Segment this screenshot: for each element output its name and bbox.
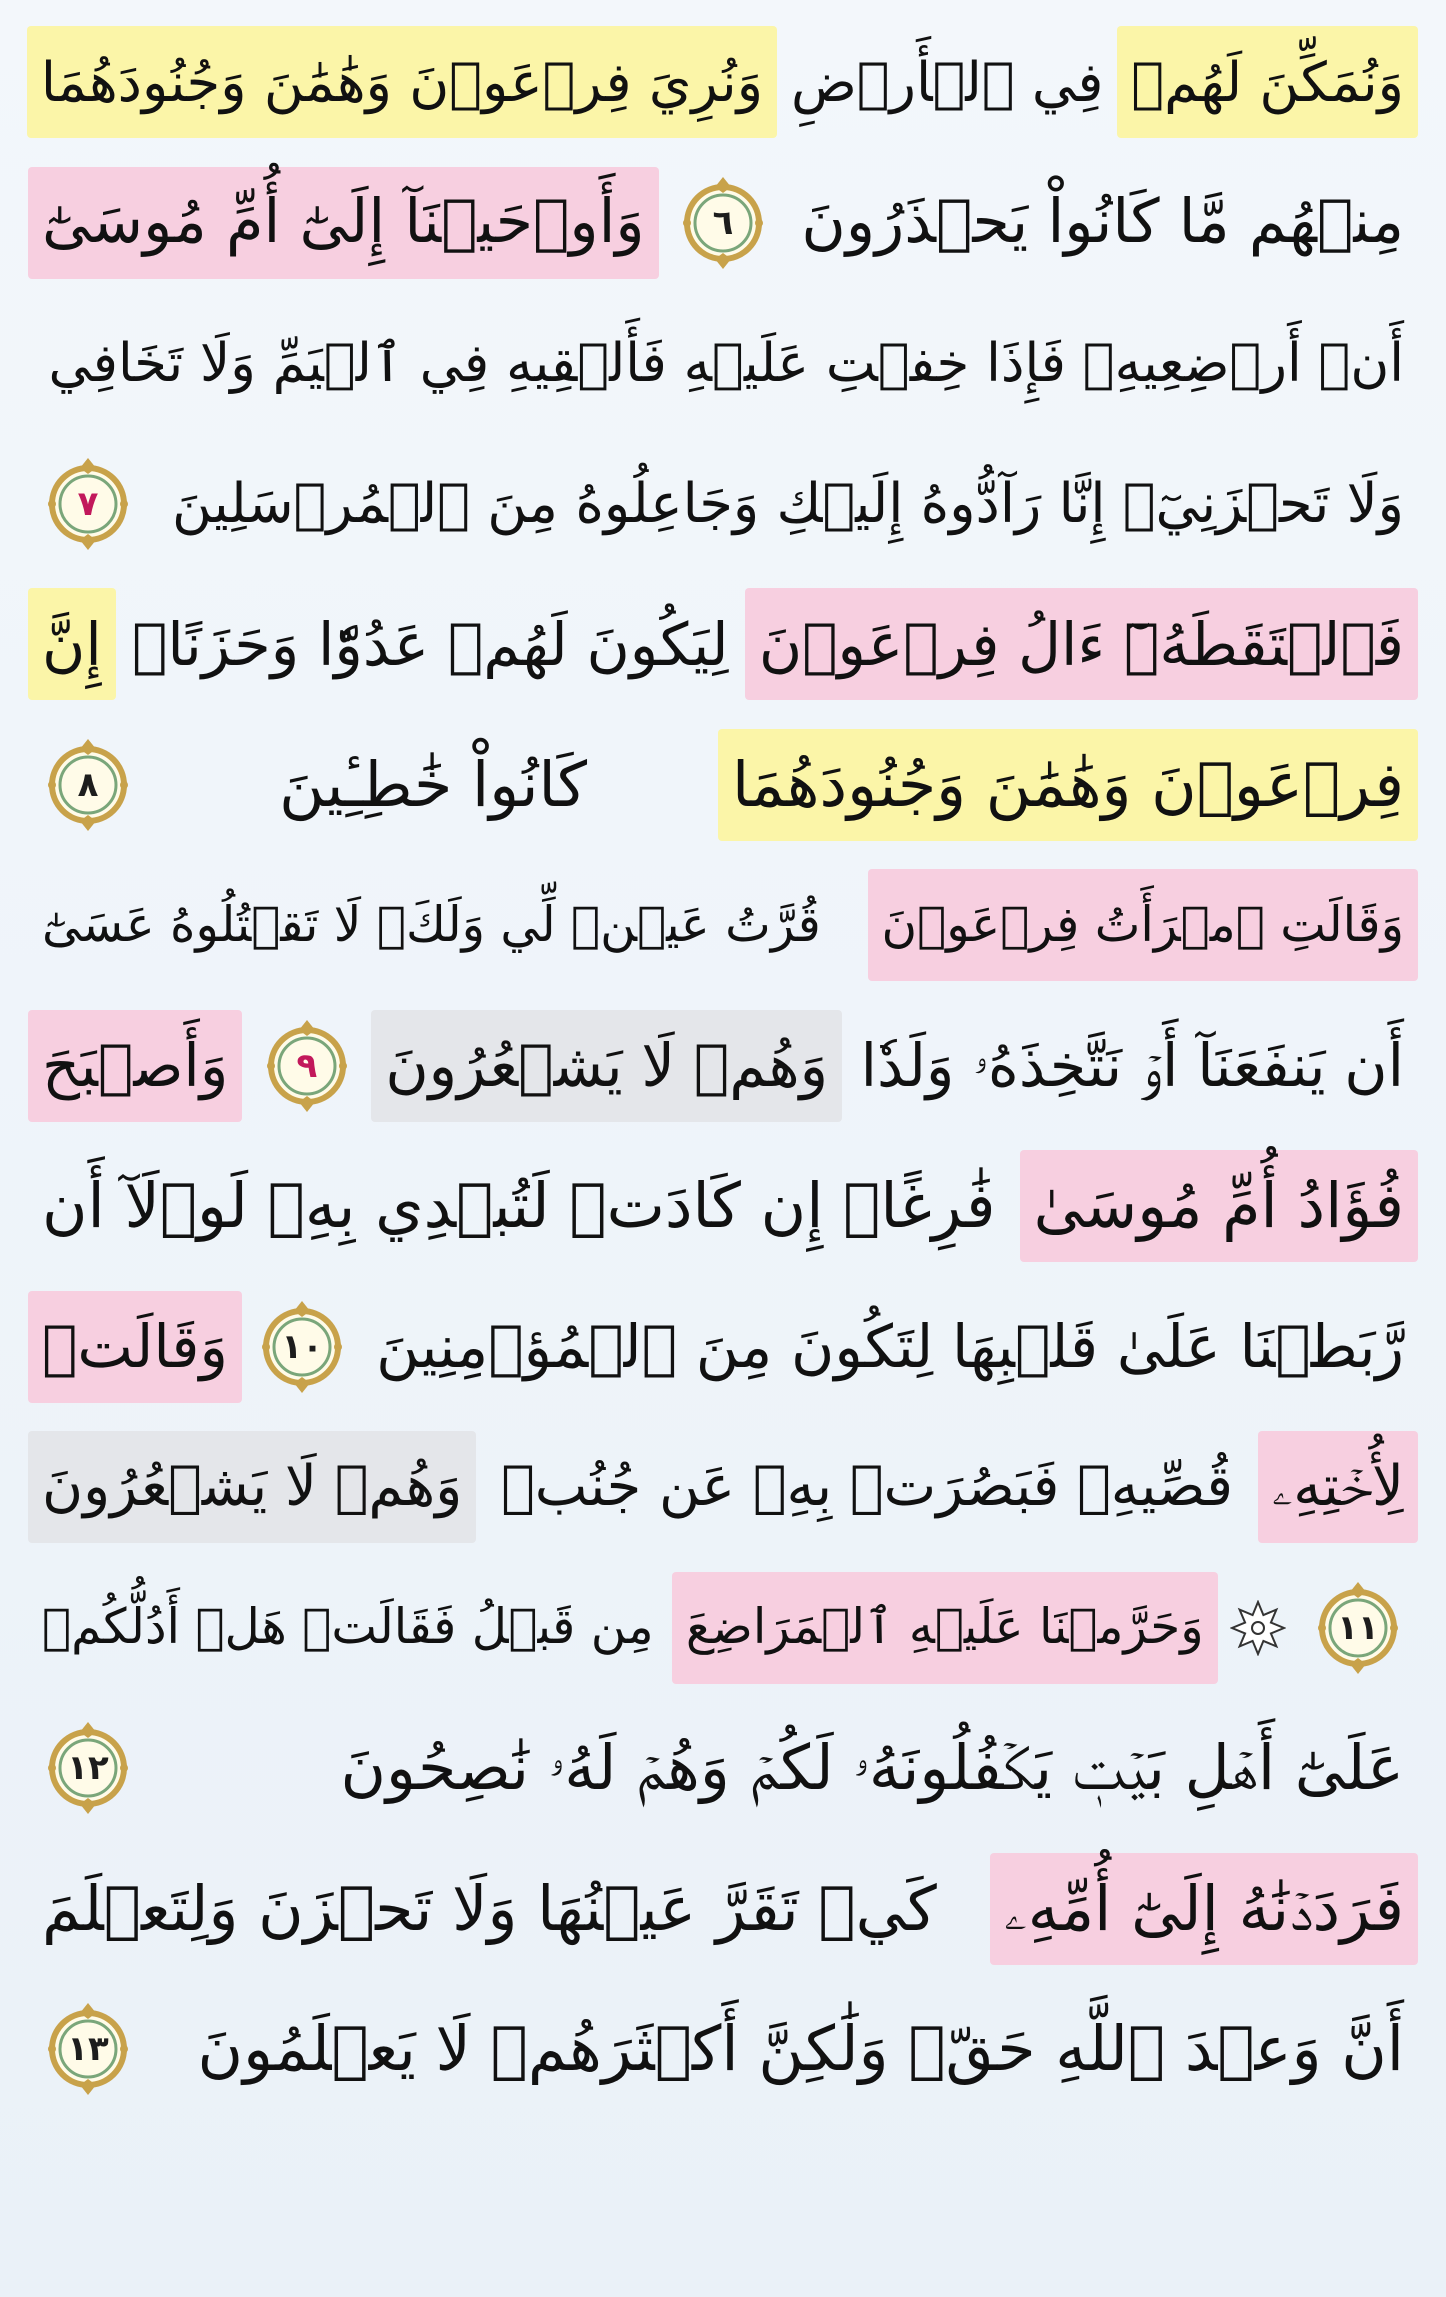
verse-number: ١٠ [281, 1326, 323, 1367]
verse-number: ١٢ [67, 1748, 109, 1788]
text-line [28, 18, 1418, 146]
text-line [28, 1845, 1418, 1973]
verse-text: أَن يَنفَعَنَآ أَوۡ نَتَّخِذَهُۥ وَلَدٗا [860, 1031, 1404, 1100]
highlighted-phrase-pink: وَحَرَّمۡنَا عَلَيۡهِ ٱلۡمَرَاضِعَ [672, 1572, 1218, 1684]
highlighted-phrase-pink: لِأُخۡتِهِۦ [1258, 1431, 1418, 1543]
text-line [28, 1423, 1418, 1551]
verse-text: قُصِّيهِۖ فَبَصُرَتۡ بِهِۦ عَن جُنُبٖ [501, 1454, 1234, 1519]
verse-text: عَلَىٰٓ أَهۡلِ بَيۡتٖ يَكۡفُلُونَهُۥ لَكُمۡ وَهُمۡ لَهُۥ نَٰصِحُونَ [340, 1731, 1404, 1804]
text-line [28, 580, 1418, 708]
verse-end-marker-icon [257, 1016, 357, 1116]
highlighted-phrase-pink: فَرَدَدۡنَٰهُ إِلَىٰٓ أُمِّهِۦ [990, 1853, 1418, 1965]
verse-number: ٩ [296, 1045, 318, 1086]
verse-number: ٧ [77, 483, 99, 524]
text-line [28, 299, 1418, 427]
verse-end-marker-icon [673, 173, 773, 273]
verse-number: ١١ [1337, 1607, 1379, 1648]
text-line [28, 721, 1418, 849]
highlighted-phrase-pink: فَٱلۡتَقَطَهُۥٓ ءَالُ فِرۡعَوۡنَ [745, 588, 1418, 700]
highlighted-phrase-gray: وَهُمۡ لَا يَشۡعُرُونَ [28, 1431, 476, 1543]
verse-text: قُرَّتُ عَيۡنٖ لِّي وَلَكَۖ لَا تَقۡتُلُوهُ عَسَىٰٓ [42, 896, 821, 953]
text-line [28, 861, 1418, 989]
verse-number: ٦ [712, 202, 734, 243]
highlighted-phrase-pink: فُؤَادُ أُمِّ مُوسَىٰ [1020, 1150, 1418, 1262]
highlighted-phrase-pink: وَقَالَتۡ [28, 1291, 242, 1403]
text-line [28, 440, 1418, 568]
verse-text: أَنَّ وَعۡدَ ٱللَّهِ حَقّٞ وَلَٰكِنَّ أَكۡثَرَهُمۡ لَا يَعۡلَمُونَ [197, 2012, 1404, 2085]
text-line [28, 159, 1418, 287]
verse-text: فَٰرِغًاۖ إِن كَادَتۡ لَتُبۡدِي بِهِۦ لَوۡلَآ أَن [42, 1169, 996, 1242]
verse-end-marker-icon [38, 454, 138, 554]
verse-number: ٨ [77, 764, 99, 805]
verse-text: رَّبَطۡنَا عَلَىٰ قَلۡبِهَا لِتَكُونَ مِنَ ٱلۡمُؤۡمِنِينَ [376, 1312, 1404, 1381]
verse-number: ١٣ [67, 2029, 109, 2069]
highlighted-phrase-gray: وَهُمۡ لَا يَشۡعُرُونَ [371, 1010, 842, 1122]
verse-end-marker-icon [252, 1297, 352, 1397]
verse-text: مِن قَبۡلُ فَقَالَتۡ هَلۡ أَدُلُّكُمۡ [42, 1599, 654, 1656]
highlighted-phrase-pink: وَأَصۡبَحَ [28, 1010, 242, 1122]
highlighted-phrase-yellow: وَنُمَكِّنَ لَهُمۡ [1117, 26, 1418, 138]
text-line [28, 1142, 1418, 1270]
text-line [28, 1283, 1418, 1411]
verse-text: مِنۡهُم مَّا كَانُواْ يَحۡذَرُونَ [801, 187, 1404, 258]
highlighted-phrase-pink: وَأَوۡحَيۡنَآ إِلَىٰٓ أُمِّ مُوسَىٰٓ [28, 167, 659, 279]
verse-text: فِي ٱلۡأَرۡضِ [791, 49, 1104, 114]
text-line [28, 1704, 1418, 1832]
highlighted-phrase-yellow: وَنُرِيَ فِرۡعَوۡنَ وَهَٰمَٰنَ وَجُنُودَهُمَا [27, 26, 777, 138]
verse-end-marker-icon [38, 1718, 138, 1818]
verse-end-marker-icon [38, 735, 138, 835]
verse-end-marker-icon [38, 1999, 138, 2099]
text-line [28, 1564, 1418, 1692]
verse-text: كَانُواْ خَٰطِـِٔينَ [279, 747, 587, 821]
highlighted-phrase-yellow: إِنَّ [28, 588, 116, 700]
text-line [28, 1002, 1418, 1130]
verse-text: وَلَا تَحۡزَنِيٓۖ إِنَّا رَآدُّوهُ إِلَيۡكِ وَجَاعِلُوهُ مِنَ ٱلۡمُرۡسَلِينَ [172, 471, 1404, 536]
text-line [28, 1985, 1418, 2113]
highlighted-phrase-yellow: فِرۡعَوۡنَ وَهَٰمَٰنَ وَجُنُودَهُمَا [718, 729, 1418, 841]
verse-text: لِيَكُونَ لَهُمۡ عَدُوّٗا وَحَزَنًاۗ [131, 609, 729, 679]
verse-text: أَنۡ أَرۡضِعِيهِۖ فَإِذَا خِفۡتِ عَلَيۡهِ فَأَلۡقِيهِ فِي ٱلۡيَمِّ وَلَا تَخَافِي [48, 332, 1404, 394]
highlighted-phrase-pink: وَقَالَتِ ٱمۡرَأَتُ فِرۡعَوۡنَ [868, 869, 1418, 981]
rub-el-hizb-star-icon [1230, 1600, 1286, 1656]
verse-end-marker-icon [1308, 1578, 1408, 1678]
verse-text: كَيۡ تَقَرَّ عَيۡنُهَا وَلَا تَحۡزَنَ وَلِتَعۡلَمَ [42, 1871, 937, 1945]
